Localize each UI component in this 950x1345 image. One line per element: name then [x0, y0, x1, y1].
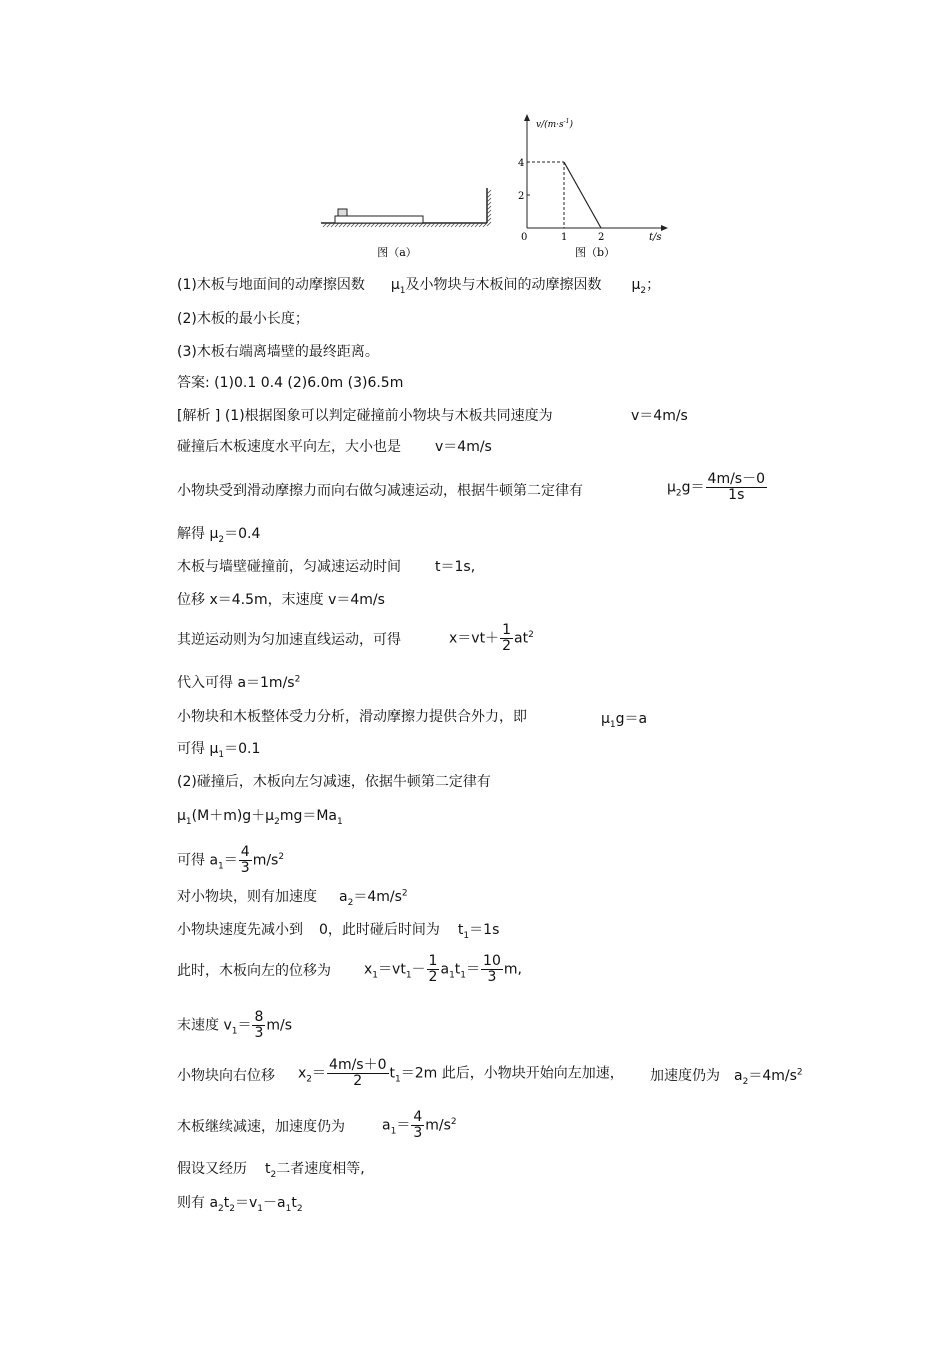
- analysis-line-7: 其逆运动则为匀加速直线运动，可得: [177, 632, 401, 648]
- analysis-line-18-formula: $x_2=$ $\frac{4m/s+0}{2}$ $t_1=2m$ 此后，小物块开始向左加速，: [298, 1057, 624, 1089]
- x-axis-arrow: [661, 225, 668, 231]
- analysis-line-20: 假设又经历 $t_2$二者速度相等,: [177, 1161, 365, 1180]
- figure-a-diagram: [321, 188, 491, 259]
- caption-a: 图（a）: [377, 246, 417, 259]
- y-tick-label: 4: [518, 158, 525, 169]
- analysis-line-17: 末速度 $v_1=$ $\frac{8}{3}$ m/s: [177, 1009, 293, 1041]
- y-axis-arrow: [524, 114, 530, 121]
- analysis-line-9: 小物块和木板整体受力分析，滑动摩擦力提供合外力，即: [177, 709, 527, 725]
- analysis-line-9-formula: $\mu_1g=a$: [601, 711, 648, 730]
- analysis-line-18: 小物块向右位移: [177, 1068, 275, 1084]
- x-tick-label: 1: [561, 232, 568, 243]
- analysis-line-11: (2)碰撞后，木板向左匀减速，依据牛顿第二定律有: [177, 774, 491, 790]
- origin-label: 0: [521, 232, 528, 243]
- analysis-line-4: 解得 $\mu_2=0.4$: [177, 526, 261, 545]
- analysis-line-21: 则有 $a_2t_2=v_1-a_1t_2$: [177, 1195, 303, 1214]
- analysis-line-16-formula: $x_1=vt_1-$ $\frac{1}{2}$ $a_1t_1=$ $\frac{10}{3}$ m,: [364, 953, 522, 985]
- analysis-line-8: 代入可得 $a=1m/s^2$: [177, 674, 301, 691]
- analysis-line-2: 碰撞后木板速度水平向左，大小也是 v＝4m/s: [177, 439, 492, 455]
- series-line: [564, 162, 601, 228]
- analysis-line-3: 小物块受到滑动摩擦力而向右做匀减速运动，根据牛顿第二定律有: [177, 483, 583, 499]
- question-1: (1)木板与地面间的动摩擦因数 $\mu_1$及小物块与木板间的动摩擦因数 $\mu_2$；: [177, 277, 661, 296]
- analysis-line-1: [解析 ] (1)根据图象可以判定碰撞前小物块与木板共同速度为: [177, 408, 553, 424]
- figure: [315, 112, 675, 266]
- analysis-line-18-tail: 加速度仍为 $a_2=4m/s^2$: [650, 1067, 803, 1087]
- analysis-line-1-value: v＝4m/s: [631, 408, 688, 424]
- y-axis-label: $v/(m\cdot s^{-1})$: [536, 118, 574, 130]
- analysis-line-19-formula: $a_1=$ $\frac{4}{3}$ $m/s^2$: [382, 1109, 457, 1141]
- figure-svg: [315, 112, 675, 262]
- y-tick-label: 2: [518, 191, 525, 202]
- figure-b-chart: [518, 114, 668, 243]
- analysis-line-6: 位移 x＝4.5m，末速度 v＝4m/s: [177, 592, 385, 608]
- caption-b: 图（b）: [574, 246, 616, 259]
- question-2: (2)木板的最小长度；: [177, 311, 309, 327]
- analysis-line-10: 可得 $\mu_1=0.1$: [177, 741, 261, 760]
- analysis-line-15: 小物块速度先减小到 0，此时碰后时间为 $t_1=1s$: [177, 922, 500, 941]
- analysis-line-14: 对小物块，则有加速度 $a_2=4m/s^2$: [177, 888, 408, 908]
- x-tick-label: 2: [598, 232, 605, 243]
- answer: 答案: (1)0.1 0.4 (2)6.0m (3)6.5m: [177, 375, 404, 391]
- analysis-line-3-formula: $\mu_2g=$ $\frac{4m/s-0}{1s}$: [667, 471, 766, 503]
- analysis-line-5: 木板与墙壁碰撞前，匀减速运动时间 t＝1s,: [177, 559, 476, 575]
- x-axis-label: t/s: [649, 232, 662, 243]
- analysis-line-16: 此时，木板向左的位移为: [177, 963, 331, 979]
- analysis-line-12: $\mu_1(M+m)g+\mu_2mg=Ma_1$: [177, 808, 343, 827]
- question-3: (3)木板右端离墙壁的最终距离。: [177, 344, 379, 360]
- analysis-line-13: 可得 $a_1=$ $\frac{4}{3}$ $m/s^2$: [177, 844, 285, 876]
- analysis-line-19: 木板继续减速，加速度仍为: [177, 1119, 345, 1135]
- analysis-line-7-formula: x＝vt＋ $\frac{1}{2}$ $at^2$: [449, 622, 534, 654]
